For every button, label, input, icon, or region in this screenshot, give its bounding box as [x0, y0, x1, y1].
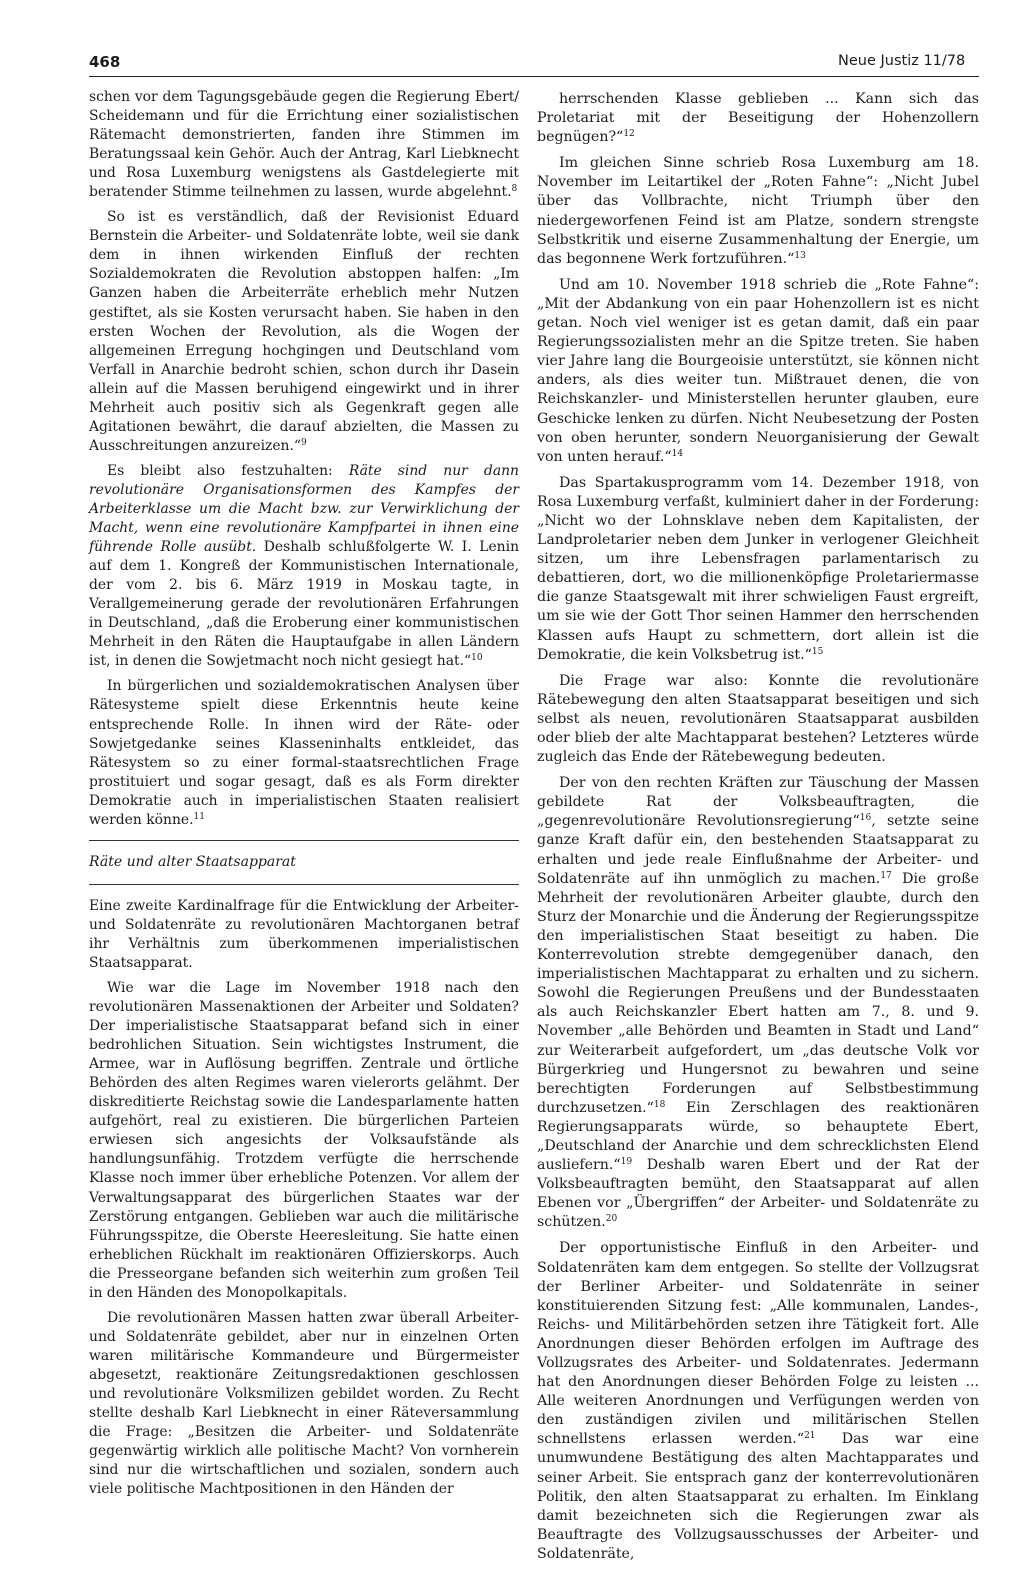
paragraph: Eine zweite Kardinalfrage für die Entwicklung der Arbeiter- und Soldatenräte zu revolutionären Machtorganen betraf ihr Verhältnis zum überkommenen imperialistischen Staatsapparat.	[89, 897, 519, 971]
journal-title: Neue Justiz 11/78	[838, 53, 966, 69]
footnote-ref: 18	[653, 1099, 666, 1110]
footnote-ref: 11	[193, 811, 205, 822]
footnote-ref: 8	[511, 184, 518, 195]
footnote-ref: 20	[605, 1214, 618, 1225]
left-column	[89, 88, 519, 1505]
section-heading: Räte und alter Staatsapparat	[89, 853, 296, 870]
footnote-ref: 17	[880, 870, 892, 881]
paragraph: Das Spartakusprogramm vom 14. Dezember 1918, von Rosa Luxemburg verfaßt, kulminiert daher in der Forderung: „Nicht wo der Lohnsklave neben dem Kapitalisten, der Landproletarier neben dem Junker in verlogener Gleichheit sitzen, um ihre Lebensfragen parlamentarisch zu debattieren, dort, wo die millionenköpfige Proletariermasse die ganze Staatsgewalt mit ihrer schwieligen Faust ergreift, um sie wie der Gott Thor seinen Hammer den herrschenden Klassen aufs Haupt zu schmettern, dort allein ist die Demokratie, die kein Volksbetrug ist.“$^{15}$	[537, 474, 979, 663]
paragraph: Es bleibt also festzuhalten: Räte sind nur dann revolutionäre Organisationsformen des Kampfes der Arbeiterklasse um die Macht bzw. zur Verwirklichung der Macht, wenn eine revolutionäre Kampfpartei in ihnen eine führende Rolle ausübt. Deshalb schlußfolgerte W. I. Lenin auf dem 1. Kongreß der Kommunistischen Internationale, der vom 2. bis 6. März 1919 in Moskau tagte, in Verallgemeinerung gerade der revolutionären Erfahrungen in Deutschland, „daß die Eroberung einer kommunistischen Mehrheit in den Räten die Hauptaufgabe in allen Ländern ist, in denen die Sowjetmacht noch nicht gesiegt hat.“$^{10}$	[89, 462, 520, 670]
paragraph: Der von den rechten Kräften zur Täuschung der Massen gebildete Rat der Volksbeauftragten, die „gegenrevolutionäre Revolutionsregierung“$^{16}$, setzte seine ganze Kraft dafür ein, den bestehenden Staatsapparat zu erhalten und jede reale Einflußnahme der Arbeiter- und Soldatenräte auf ihn unmöglich zu machen.$^{17}$ Die große Mehrheit der revolutionären Arbeiter glaubte, durch den Sturz der Monarchie und die Änderung der Regierungsspitze den imperialistischen Staat beseitigt zu haben. Die Konterrevolution strebte demgegenüber danach, den imperialistischen Machtapparat zu erhalten und zu sichern. Sowohl die Regierungen Preußens und der Bundesstaaten als auch Reichskanzler Ebert hatten am 7., 8. und 9. November „alle Behörden und Beamten in Stadt und Land“ zur Weiterarbeit aufgefordert, um „das deutsche Volk vor Bürgerkrieg und Hungersnot zu bewahren und seine berechtigten Forderungen auf Selbstbestimmung durchzusetzen.“$^{18}$ Ein Zerschlagen des reaktionären Regierungsapparats würde, so behauptete Ebert, „Deutschland der Anarchie und dem schrecklichsten Elend ausliefern.“$^{19}$ Deshalb waren Ebert und der Rat der Volksbeauftragten bemüht, den Staatsapparat auf allen Ebenen vor „Übergriffen“ der Arbeiter- und Soldatenräte zu schützen.$^{20}$	[537, 775, 980, 1231]
paragraph: Wie war die Lage im November 1918 nach den revolutionären Massenaktionen der Arbeiter und Soldaten? Der imperialistische Staatsapparat befand sich in einer bedrohlichen Situation. Sein wichtigstes Instrument, die Armee, war in Auflösung begriffen. Zentrale und örtliche Behörden des alten Regimes waren vielerorts gelähmt. Der diskreditierte Reichstag sowie die Landesparlamente hatten aufgehört, real zu existieren. Die bürgerlichen Parteien erwiesen sich angesichts der Volksaufstände als handlungsunfähig. Trotzdem verfügte die herrschende Klasse noch immer über erhebliche Potenzen. Vor allem der Verwaltungsapparat des bürgerlichen Staates war der Zerstörung entgangen. Geblieben war auch die militärische Führungsspitze, die Oberste Heeresleitung. Sie hatte einen erheblichen Rückhalt im reaktionären Offizierskorps. Auch die Presseorgane befanden sich weiterhin zum großen Teil in den Händen des Monopolkapitals.	[89, 980, 519, 1301]
paragraph: Die revolutionären Massen hatten zwar überall Arbeiter- und Soldatenräte gebildet, aber nur in einzelnen Orten waren militärische Kommandeure und Bürgermeister abgesetzt, reaktionäre Zeitungsredaktionen geschlossen und revolutionäre Volksmilizen gebildet worden. Zu Recht stellte deshalb Karl Liebknecht in einer Räteversammlung die Frage: „Besitzen die Arbeiter- und Soldatenräte gegenwärtig wirklich alle politische Macht? Von vornherein sind nur die wirtschaftlichen und sozialen, sondern auch viele politische Machtpositionen in den Händen der	[89, 1309, 519, 1498]
paragraph: schen vor dem Tagungsgebäude gegen die Regierung Ebert/ Scheidemann und für die Errichtung einer sozialistischen Rätemacht demonstrierten, fanden ihre Stimmen im Beratungssaal kein Gehör. Auch der Antrag, Karl Liebknecht und Rosa Luxemburg wenigstens als Gastdelegierte mit beratender Stimme teilnehmen zu lassen, wurde abgelehnt.$^8$	[89, 89, 519, 201]
section-rule	[89, 884, 519, 885]
footnote-ref: 9	[301, 437, 307, 448]
footnote-ref: 21	[804, 1431, 816, 1442]
header-rule	[89, 76, 979, 77]
footnote-ref: 19	[620, 1157, 633, 1168]
paragraph: So ist es verständlich, daß der Revisionist Eduard Bernstein die Arbeiter- und Soldatenräte lobte, weil sie dank dem in ihnen wirkenden Einfluß der rechten Sozialdemokraten die Revolution abstoppen halfen: „Im Ganzen haben die Arbeiterräte erheblich mehr Nutzen gestiftet, als sie Kosten verursacht haben. Sie haben in den ersten Wochen der Revolution, als die Wogen der allgemeinen Erregung hochgingen und Deutschland vom Verfall in Anarchie bedroht schien, schon durch ihr Dasein allein auf die Massen beruhigend eingewirkt und in ihrer Mehrheit auch positiv sich als Gegenkraft gegen alle Agitationen bewährt, die darauf abzielten, die Massen zu Ausschreitungen anzureizen.“$^9$	[89, 209, 519, 454]
page-number: 468	[89, 53, 121, 71]
footnote-ref: 13	[794, 250, 806, 261]
footnote-ref: 15	[811, 646, 824, 657]
emphasis-text: Räte sind nur dann revolutionäre Organisationsformen des Kampfes der Arbeiterklasse um die Macht bzw. zur Verwirklichung der Macht, wenn eine revolutionäre Kampfpartei in ihnen eine führende Rolle ausübt.	[89, 462, 519, 556]
paragraph: Und am 10. November 1918 schrieb die „Rote Fahne“: „Mit der Abdankung von ein paar Hohenzollern ist es nicht getan. Noch viel weniger ist es getan damit, daß ein paar Regierungssozialisten mehr an die Spitze treten. Sie haben vier Jahre lang die Bourgeoisie unterstützt, sie können nicht anders, als dies weiter tun. Mißtrauet denen, die von Reichskanzler- und Ministerstellen herunter glauben, eure Geschicke lenken zu dürfen. Nicht Neubesetzung der Posten von oben herunter, sondern Neuorganisierung der Gewalt von unten herauf.“$^{14}$	[537, 276, 979, 465]
paragraph: Der opportunistische Einfluß in den Arbeiter- und Soldatenräten kam dem entgegen. So stellte der Vollzugsrat der Berliner Arbeiter- und Soldatenräte in seiner konstituierenden Sitzung fest: „Alle kommunalen, Landes-, Reichs- und Militärbehörden setzen ihre Tätigkeit fort. Alle Anordnungen dieser Behörden erfolgen im Auftrage des Vollzugsrates des Arbeiter- und Soldatenrates. Jedermann hat den Anordnungen dieser Behörden Folge zu leisten ... Alle weiteren Anordnungen und Verfügungen werden von den zuständigen zivilen und militärischen Stellen schnellstens erlassen werden.“$^{21}$ Das war eine unumwundene Bestätigung des alten Machtapparates und seiner Arbeit. Sie entsprach ganz der konterrevolutionären Politik, den alten Staatsapparat zu erhalten. Im Einklang damit bezeichneten sich die Regierungen zwar als Beauftragte des Vollzugsausschusses der Arbeiter- und Soldatenräte,	[537, 1240, 979, 1562]
paragraph: In bürgerlichen und sozialdemokratischen Analysen über Rätesysteme spielt diese Erkenntnis heute keine entsprechende Rolle. In ihnen wird der Räte- oder Sowjetgedanke seines Klasseninhalts entkleidet, das Rätesystem so zu einer formal-staatsrechtlichen Frage prostituiert und sogar gesagt, daß es als Form direkter Demokratie auch in imperialistischen Staaten realisiert werden könne.$^{11}$	[89, 678, 519, 828]
footnote-ref: 14	[671, 448, 684, 459]
paragraph: Im gleichen Sinne schrieb Rosa Luxemburg am 18. November im Leitartikel der „Roten Fahne“: „Nicht Jubel über das Vollbrachte, nicht Triumph über den niedergeworfenen Feind ist am Platze, sondern strengste Selbstkritik und eiserne Zusammenhaltung der Energie, um das begonnene Werk fortzuführen.“$^{13}$	[537, 155, 979, 267]
right-column	[537, 90, 979, 1571]
paragraph: Die Frage war also: Konnte die revolutionäre Rätebewegung den alten Staatsapparat beseitigen und sich selbst als neuen, revolutionären Staatsapparat ausbilden oder blieb der alte Machtapparat bestehen? Letzteres würde zugleich das Ende der Rätebewegung bedeuten.	[537, 672, 979, 766]
footnote-ref: 10	[471, 653, 483, 664]
paragraph: herrschenden Klasse geblieben ... Kann sich das Proletariat mit der Beseitigung der Hohenzollern begnügen?“$^{12}$	[537, 91, 979, 146]
footnote-ref: 12	[623, 129, 635, 140]
section-rule	[89, 840, 519, 841]
footnote-ref: 16	[859, 813, 872, 824]
